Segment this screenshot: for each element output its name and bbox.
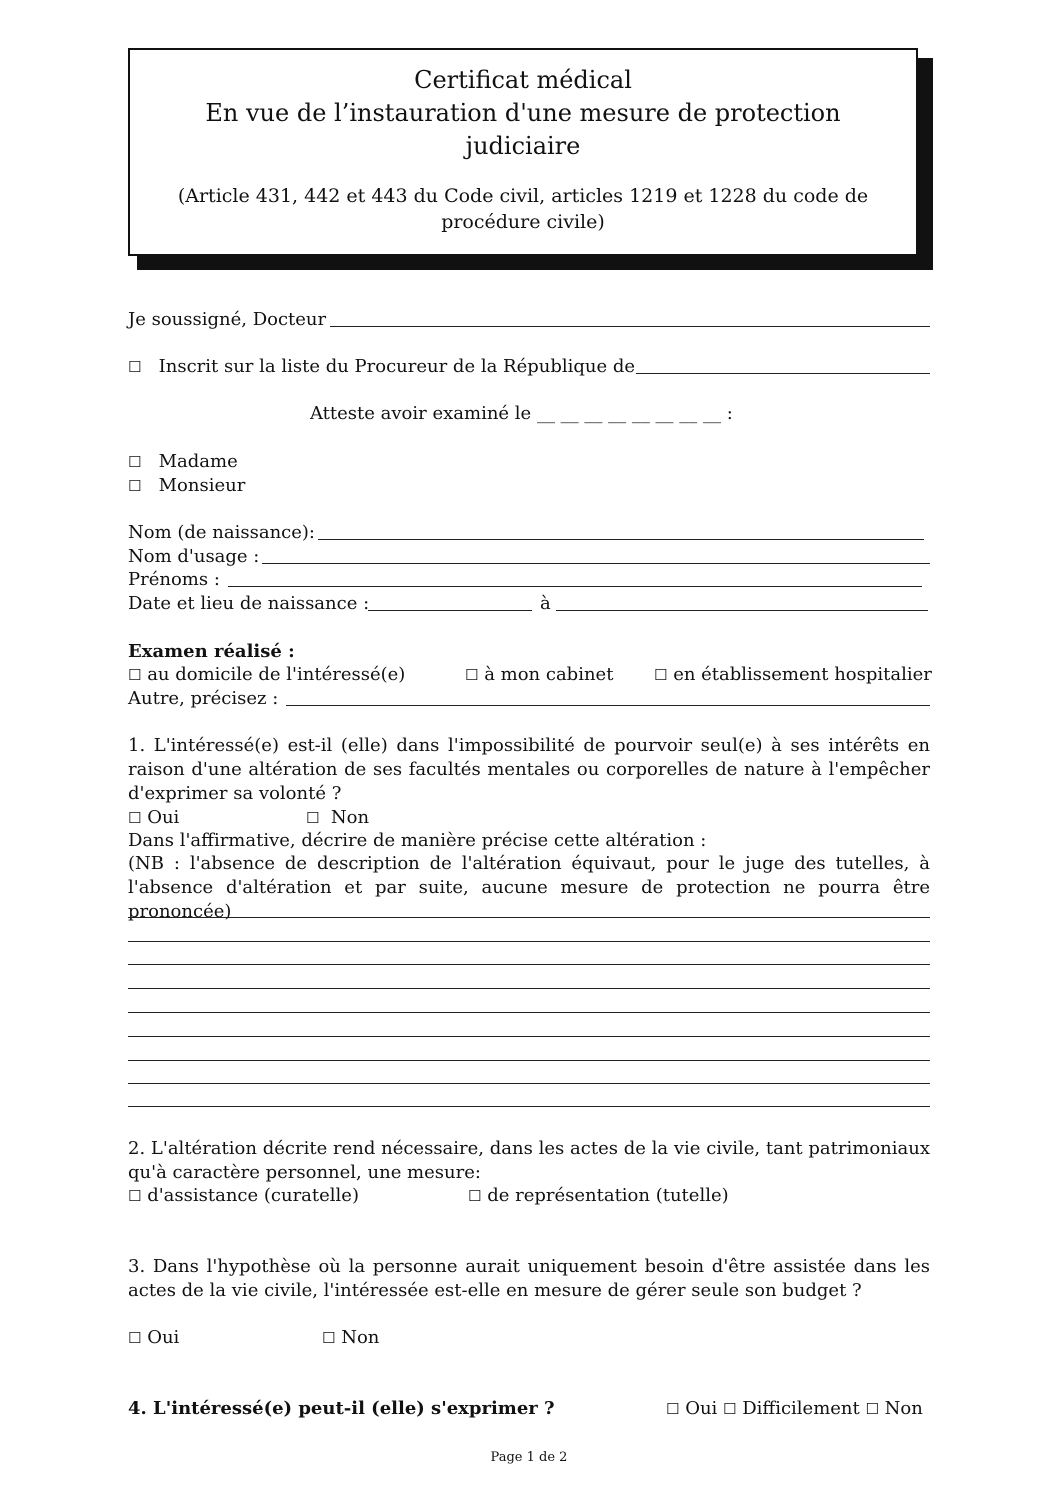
q2-assistance-checkbox[interactable]: ☐ [128,1187,142,1205]
usage-name-label: Nom d'usage : [128,546,260,567]
attest-label: Atteste avoir examiné le [310,403,532,424]
title-line-2: En vue de l’instauration d'une mesure de protection [205,99,841,127]
header-box [128,48,918,256]
description-line[interactable] [128,917,930,918]
doctor-label: Je soussigné, Docteur [128,309,327,330]
birth-place-field[interactable] [556,610,928,611]
description-line[interactable] [128,941,930,942]
exam-home-label: au domicile de l'intéressé(e) [147,664,406,685]
exam-other-label: Autre, précisez : [128,688,279,709]
q3-text: 3. Dans l'hypothèse où la personne aurait uniquement besoin d'être assistée dans les actes de la vie civile, l'intéressée est-elle en mesure de gérer seule son budget ? [128,1256,930,1301]
description-line[interactable] [128,988,930,989]
madame-checkbox[interactable]: ☐ [128,453,142,471]
q3-no-label: Non [341,1327,380,1348]
madame-label: Madame [158,451,238,472]
page-number: Page 1 de 2 [490,1450,568,1465]
birth-date-field[interactable] [368,610,532,611]
q2-representation-option[interactable] [468,1184,729,1208]
exam-hospital-option[interactable] [654,663,932,687]
exam-other-field[interactable] [286,705,930,706]
title-line-3: judiciaire [465,132,581,160]
q2-assistance-option[interactable] [128,1184,359,1208]
exam-date-field[interactable]: __ __ __ __ __ __ __ __ : [536,403,733,424]
exam-hospital-label: en établissement hospitalier [673,664,932,685]
monsieur-label: Monsieur [158,475,246,496]
q4-options [666,1397,923,1421]
q3-yes-checkbox[interactable]: ☐ [128,1329,142,1347]
registry-checkbox[interactable]: ☐ [128,358,142,376]
q1-text: 1. L'intéressé(e) est-il (elle) dans l'impossibilité de pourvoir seul(e) à ses intérêts en raison d'une altération de ses facultés mentales ou corporelles de nature à l'empêcher d'exprimer sa volonté ? [128,735,930,804]
q1-yes-checkbox[interactable]: ☐ [128,809,142,827]
exam-office-label: à mon cabinet [484,664,614,685]
q1-yes-label: Oui [147,807,180,828]
exam-office-option[interactable] [465,663,613,687]
monsieur-option[interactable] [128,474,245,498]
q4-difficult-label: Difficilement [742,1398,860,1419]
q4-no-checkbox[interactable]: ☐ [865,1400,879,1418]
description-line[interactable] [128,1036,930,1037]
q4-yes-checkbox[interactable]: ☐ [666,1400,680,1418]
birth-date-place-label: Date et lieu de naissance : [128,593,370,614]
q1-nb: (NB : l'absence de description de l'altération équivaut, pour le juge des tutelles, à l'absence d'altération et par suite, aucune mesure de protection ne pourra être prononcée) [128,853,930,922]
q3-yes-label: Oui [147,1327,180,1348]
registry-city-field[interactable] [636,373,930,374]
q1-no-option[interactable] [306,806,369,830]
first-names-label: Prénoms : [128,569,220,590]
registry-row [128,355,635,379]
attest-row [310,402,733,426]
description-line[interactable] [128,1106,930,1107]
exam-office-checkbox[interactable]: ☐ [465,666,479,684]
q4-yes-label: Oui [685,1398,718,1419]
first-names-field[interactable] [228,586,922,587]
q1-no-label: Non [330,807,370,828]
q2-representation-label: de représentation (tutelle) [487,1185,729,1206]
description-line[interactable] [128,1012,930,1013]
madame-option[interactable] [128,450,238,474]
q4-difficult-checkbox[interactable]: ☐ [723,1400,737,1418]
q3-yes-option[interactable] [128,1326,179,1350]
birth-name-field[interactable] [318,539,924,540]
q2-assistance-label: d'assistance (curatelle) [147,1185,359,1206]
q2-representation-checkbox[interactable]: ☐ [468,1187,482,1205]
q3-no-checkbox[interactable]: ☐ [322,1329,336,1347]
description-line[interactable] [128,1083,930,1084]
title-line-1: Certificat médical [414,66,632,94]
header-title [130,64,916,163]
exam-title: Examen réalisé : [128,641,295,662]
usage-name-field[interactable] [262,563,930,564]
exam-home-checkbox[interactable]: ☐ [128,666,142,684]
description-line[interactable] [128,964,930,965]
at-label: à [540,593,551,614]
exam-hospital-checkbox[interactable]: ☐ [654,666,668,684]
q2-text: 2. L'altération décrite rend nécessaire, dans les actes de la vie civile, tant patrimoniaux qu'à caractère personnel, une mesure: [128,1138,930,1183]
q4-text: 4. L'intéressé(e) peut-il (elle) s'exprimer ? [128,1398,555,1419]
q4-no-label: Non [884,1398,923,1419]
q1-no-checkbox[interactable]: ☐ [306,809,320,827]
q1-describe: Dans l'affirmative, décrire de manière précise cette altération : [128,830,707,851]
q1-yes-option[interactable] [128,806,179,830]
birth-name-label: Nom (de naissance): [128,522,315,543]
q3-no-option[interactable] [322,1326,379,1350]
registry-label: Inscrit sur la liste du Procureur de la République de [158,356,636,377]
monsieur-checkbox[interactable]: ☐ [128,477,142,495]
doctor-name-field[interactable] [330,326,930,327]
header-articles: (Article 431, 442 et 443 du Code civil, articles 1219 et 1228 du code de procédure civile) [177,185,869,233]
exam-home-option[interactable] [128,663,405,687]
description-line[interactable] [128,1060,930,1061]
